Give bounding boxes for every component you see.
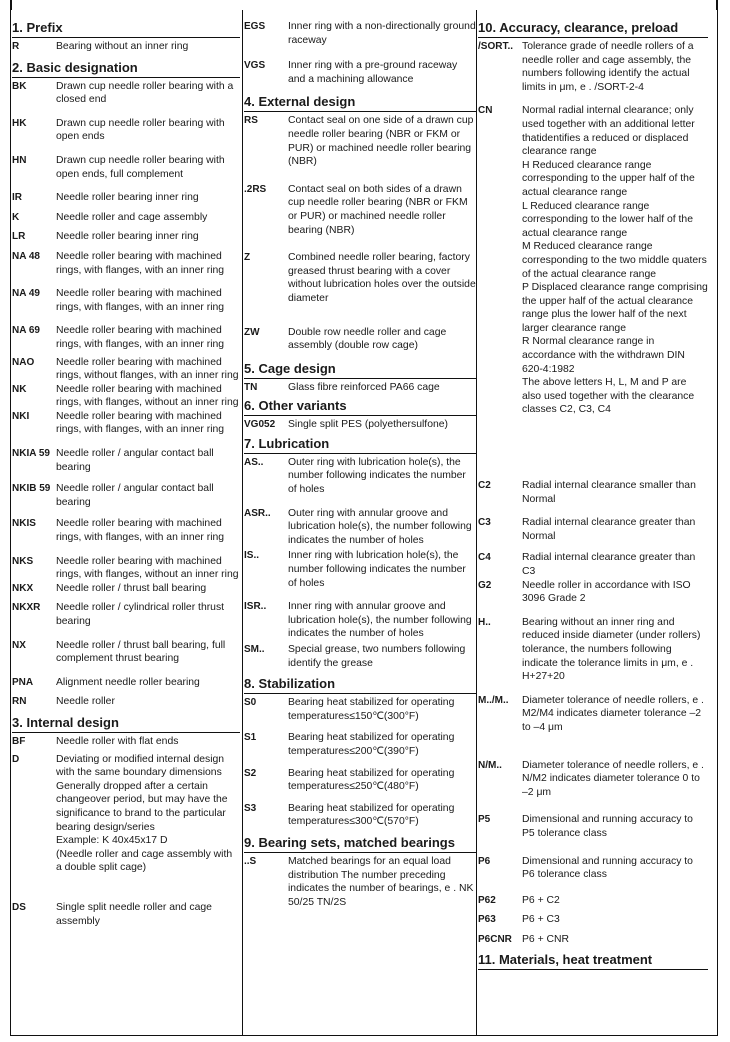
designation-code: M../M.. xyxy=(478,694,509,706)
designation-code: ZW xyxy=(244,326,260,338)
designation-code: NKI xyxy=(12,410,30,422)
designation-row xyxy=(478,616,708,684)
designation-row xyxy=(244,251,476,305)
designation-description: Needle roller bearing with machined rings, with flanges, with an inner ring xyxy=(56,288,225,313)
designation-description: Needle roller bearing with machined rings, with flanges, without an inner ring xyxy=(56,383,239,409)
designation-row xyxy=(12,601,240,628)
designation-code: IS.. xyxy=(244,550,260,562)
designation-row xyxy=(244,326,476,353)
designation-code: H.. xyxy=(478,616,491,628)
designation-row xyxy=(12,410,240,437)
designation-row xyxy=(244,731,476,758)
designation-description: Inner ring with annular groove and lubrication hole(s), the number following indicates the number of holes xyxy=(288,601,472,640)
section-heading: 8. Stabilization xyxy=(244,674,476,694)
designation-description: Single split needle roller and cage assembly xyxy=(56,901,212,927)
designation-row xyxy=(12,753,240,875)
designation-code: ..S xyxy=(244,855,257,867)
designation-code: PNA xyxy=(12,676,34,688)
designation-description: Inner ring with a pre-ground raceway and a machining allowance xyxy=(288,60,458,85)
designation-code: NAO xyxy=(12,356,35,368)
designation-description: Needle roller / thrust ball bearing xyxy=(56,582,207,594)
designation-code: S1 xyxy=(244,732,257,744)
designation-row xyxy=(478,855,708,882)
designation-row xyxy=(244,507,476,548)
section-heading: 2. Basic designation xyxy=(12,58,240,78)
designation-row xyxy=(12,80,240,107)
designation-row xyxy=(478,933,708,947)
designation-description: Tolerance grade of needle rollers of a needle roller and cage assembly, the numbers following identify the actual limits in μm, e . /SORT-2-4 xyxy=(522,41,694,93)
designation-description: Diameter tolerance of needle rollers, e . N/M2 indicates diameter tolerance 0 to –2 μm xyxy=(522,759,704,798)
designation-description: Needle roller / cylindrical roller thrust bearing xyxy=(56,602,225,627)
designation-row xyxy=(12,676,240,690)
designation-code: P6CNR xyxy=(478,933,512,945)
designation-row xyxy=(12,287,240,314)
designation-description: Matched bearings for an equal load distribution The number preceding indicates the number of bearings, e . NK 50/25 TN/2S xyxy=(288,855,474,908)
designation-row xyxy=(478,516,708,543)
designation-code: DS xyxy=(12,901,26,913)
designation-description: Needle roller xyxy=(56,696,115,708)
designation-code: N/M.. xyxy=(478,759,502,771)
designation-description: Single split PES (polyethersulfone) xyxy=(288,419,448,431)
column-3 xyxy=(478,18,708,972)
designation-code: C2 xyxy=(478,480,491,492)
section-heading: 7. Lubrication xyxy=(244,434,476,454)
section-heading: 11. Materials, heat treatment xyxy=(478,950,708,970)
designation-code: NA 48 xyxy=(12,250,40,262)
section-heading: 6. Other variants xyxy=(244,396,476,416)
designation-row xyxy=(12,639,240,666)
designation-row xyxy=(12,230,240,244)
designation-description: Alignment needle roller bearing xyxy=(56,676,200,688)
designation-description: Diameter tolerance of needle rollers, e . M2/M4 indicates diameter tolerance –2 to –4 μm xyxy=(522,694,704,733)
designation-row xyxy=(244,114,476,168)
designation-code: Z xyxy=(244,252,251,264)
designation-row xyxy=(478,759,708,800)
designation-code: NKXR xyxy=(12,602,41,614)
designation-description: Special grease, two numbers following identify the grease xyxy=(288,644,466,669)
designation-row xyxy=(244,855,476,909)
designation-description: Needle roller / angular contact ball bearing xyxy=(56,483,214,508)
designation-code: NKX xyxy=(12,582,34,594)
designation-description: Contact seal on both sides of a drawn cup needle roller bearing (NBR or FKM or PUR) or machined needle roller bearing (NBR) xyxy=(288,183,468,236)
designation-code: VG052 xyxy=(244,419,276,431)
designation-row xyxy=(478,40,708,94)
designation-row xyxy=(478,813,708,840)
designation-row xyxy=(478,479,708,506)
designation-description: Contact seal on one side of a drawn cup needle roller bearing (NBR or FKM or PUR) or machined needle roller bearing (NBR) xyxy=(288,115,474,168)
designation-row xyxy=(12,383,240,410)
designation-row xyxy=(12,735,240,749)
designation-code: /SORT.. xyxy=(478,41,514,52)
designation-code: HK xyxy=(12,117,27,129)
designation-row xyxy=(478,104,708,417)
designation-description: Radial internal clearance greater than C3 xyxy=(522,552,696,577)
designation-row xyxy=(244,456,476,497)
column-2 xyxy=(244,20,476,909)
designation-code: NKIB 59 xyxy=(12,483,51,495)
designation-description: Drawn cup needle roller bearing with a closed end xyxy=(56,80,234,106)
designation-description: Inner ring with a non-directionally ground raceway xyxy=(288,21,476,46)
designation-description: Inner ring with lubrication hole(s), the number following indicates the number of holes xyxy=(288,550,466,589)
section-heading: 5. Cage design xyxy=(244,359,476,379)
designation-description: Combined needle roller bearing, factory greased thrust bearing with a cover without lubrication holes over the outside diameter xyxy=(288,252,476,304)
designation-row xyxy=(12,555,240,582)
designation-code: C3 xyxy=(478,517,491,529)
section-heading: 10. Accuracy, clearance, preload xyxy=(478,18,708,38)
designation-description: Outer ring with annular groove and lubrication hole(s), the number following indicates the number of holes xyxy=(288,507,472,546)
section-heading: 1. Prefix xyxy=(12,18,240,38)
designation-code: AS.. xyxy=(244,456,264,468)
designation-description: Needle roller bearing with machined rings, with flanges, without an inner ring xyxy=(56,555,239,581)
designation-description: Bearing heat stabilized for operating temperatures≤300℃(570°F) xyxy=(288,802,455,828)
designation-code: HN xyxy=(12,154,27,166)
designation-row xyxy=(244,549,476,590)
designation-code: P6 xyxy=(478,855,491,867)
designation-description: Needle roller bearing with machined rings, without flanges, with an inner ring xyxy=(56,356,239,382)
designation-row xyxy=(244,600,476,641)
designation-code: ASR.. xyxy=(244,507,271,519)
designation-description: Dimensional and running accuracy to P6 tolerance class xyxy=(522,855,693,881)
designation-row xyxy=(12,582,240,596)
designation-description: P6 + C3 xyxy=(522,914,560,926)
designation-row xyxy=(12,191,240,205)
designation-description: Bearing heat stabilized for operating temperatures≤150℃(300°F) xyxy=(288,697,455,722)
designation-row xyxy=(478,913,708,927)
designation-row xyxy=(12,117,240,144)
section-heading: 9. Bearing sets, matched bearings xyxy=(244,833,476,853)
designation-row xyxy=(244,381,476,395)
designation-code: C4 xyxy=(478,552,491,564)
designation-row xyxy=(244,59,476,86)
frame-top-left xyxy=(10,0,12,10)
designation-code: RN xyxy=(12,696,27,708)
designation-description: Bearing without an inner ring xyxy=(56,41,189,52)
designation-code: .2RS xyxy=(244,183,267,195)
designation-description: Needle roller / angular contact ball bearing xyxy=(56,448,214,473)
designation-description: Needle roller and cage assembly xyxy=(56,211,208,223)
designation-row xyxy=(12,695,240,709)
designation-description: Needle roller in accordance with ISO 3096 Grade 2 xyxy=(522,579,691,605)
designation-description: Outer ring with lubrication hole(s), the number following indicates the number of holes xyxy=(288,456,466,496)
column-1 xyxy=(12,18,240,928)
designation-code: NKIA 59 xyxy=(12,448,50,460)
designation-row xyxy=(244,20,476,47)
designation-row xyxy=(244,183,476,237)
designation-description: Needle roller bearing with machined rings, with flanges, with an inner ring xyxy=(56,518,225,544)
designation-description: Bearing heat stabilized for operating temperatures≤250℃(480°F) xyxy=(288,767,455,793)
designation-description: Double row needle roller and cage assembly (double row cage) xyxy=(288,326,447,352)
designation-row xyxy=(244,418,476,432)
designation-description: P6 + CNR xyxy=(522,933,570,945)
designation-code: NK xyxy=(12,383,27,395)
designation-code: G2 xyxy=(478,579,492,591)
designation-description: Bearing without an inner ring and reduced inside diameter (under rollers) tolerance, the numbers following indicate the tolerance limits in μm, e . H+27+20 xyxy=(522,616,701,683)
designation-description: Needle roller bearing with machined rings, with flanges, with an inner ring xyxy=(56,250,225,276)
designation-row xyxy=(12,250,240,277)
designation-code: S3 xyxy=(244,802,257,814)
designation-row xyxy=(12,40,240,54)
frame-top-right xyxy=(716,0,718,10)
designation-row xyxy=(12,482,240,509)
designation-code: ISR.. xyxy=(244,601,267,613)
section-heading: 4. External design xyxy=(244,92,476,112)
designation-row xyxy=(478,894,708,908)
designation-description: Drawn cup needle roller bearing with open ends xyxy=(56,117,225,143)
designation-code: BK xyxy=(12,80,27,92)
designation-code: SM.. xyxy=(244,644,265,655)
designation-code: RS xyxy=(244,115,258,127)
designation-code: NKIS xyxy=(12,518,36,530)
designation-code: NA 69 xyxy=(12,325,40,337)
designation-code: S0 xyxy=(244,697,257,709)
designation-row xyxy=(244,696,476,723)
designation-code: P5 xyxy=(478,814,491,826)
column-divider xyxy=(242,10,243,1036)
designation-description: Bearing heat stabilized for operating temperatures≤200℃(390°F) xyxy=(288,732,455,757)
designation-row xyxy=(12,211,240,225)
designation-code: TN xyxy=(244,381,258,393)
designation-code: LR xyxy=(12,231,26,243)
designation-row xyxy=(12,154,240,181)
designation-code: K xyxy=(12,211,20,223)
designation-row xyxy=(12,901,240,928)
designation-description: Deviating or modified internal design with the same boundary dimensions Generally dropped after a certain changeover period, but may have the significance to brand to the particular bearing design/series Example: K 40x45x17 D (Needle roller and cage assembly with a double split cage) xyxy=(56,753,233,874)
designation-code: BF xyxy=(12,735,26,747)
designation-row xyxy=(12,324,240,351)
section-heading: 3. Internal design xyxy=(12,713,240,733)
designation-code: R xyxy=(12,41,20,52)
designation-code: P62 xyxy=(478,894,496,906)
designation-row xyxy=(12,356,240,383)
designation-code: IR xyxy=(12,192,22,204)
designation-description: Needle roller bearing with machined rings, with flanges, with an inner ring xyxy=(56,325,225,350)
designation-row xyxy=(12,517,240,544)
designation-code: EGS xyxy=(244,21,266,32)
column-divider xyxy=(476,10,477,1036)
designation-description: Needle roller with flat ends xyxy=(56,735,179,747)
designation-row xyxy=(478,579,708,606)
designation-code: VGS xyxy=(244,60,266,72)
designation-description: Drawn cup needle roller bearing with open ends, full complement xyxy=(56,154,225,180)
designation-description: Needle roller bearing inner ring xyxy=(56,231,199,243)
designation-code: D xyxy=(12,753,20,765)
designation-row xyxy=(244,767,476,794)
designation-row xyxy=(244,643,476,670)
designation-code: CN xyxy=(478,105,493,117)
designation-code: NA 49 xyxy=(12,288,40,300)
designation-code: S2 xyxy=(244,767,257,779)
designation-description: Normal radial internal clearance; only used together with an additional letter thatidentifies a reduced or displaced clearance range H Reduced clearance range corresponding to the upper half of the actual clearance range L Reduced clearance range corresponding to the lower half of the actual clearance range M Reduced clearance range corresponding to the two middle quaters of the actual clearance range P Displaced clearance range comprising the upper half of the actual clearance range plus the lower half of the next larger clearance range R Normal clearance range in accordance with the withdrawn DIN 620-4:1982 The above letters H, L, M and P are also used together with the clearance classes C2, C3, C4 xyxy=(522,105,708,416)
designation-code: P63 xyxy=(478,914,496,926)
designation-row xyxy=(478,551,708,578)
designation-code: NKS xyxy=(12,555,34,567)
designation-description: Needle roller bearing inner ring xyxy=(56,192,199,204)
designation-code: NX xyxy=(12,639,26,651)
designation-description: Glass fibre reinforced PA66 cage xyxy=(288,381,440,393)
designation-description: Dimensional and running accuracy to P5 tolerance class xyxy=(522,814,693,839)
designation-description: P6 + C2 xyxy=(522,894,560,906)
designation-row xyxy=(12,447,240,474)
designation-row xyxy=(244,802,476,829)
designation-description: Needle roller / thrust ball bearing, full complement thrust bearing xyxy=(56,639,226,665)
designation-description: Radial internal clearance greater than Normal xyxy=(522,517,696,542)
designation-description: Radial internal clearance smaller than Normal xyxy=(522,480,696,505)
designation-row xyxy=(478,694,708,735)
designation-description: Needle roller bearing with machined rings, with flanges, with an inner ring xyxy=(56,410,225,436)
